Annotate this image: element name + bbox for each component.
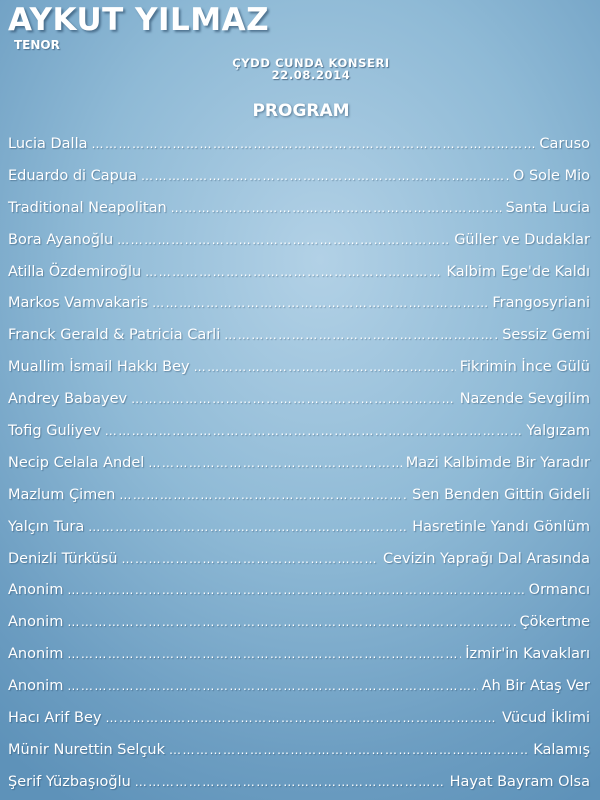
song-title: Mazi Kalbimde Bir Yaradır <box>405 454 590 471</box>
dot-leader <box>67 638 461 670</box>
song-title: Frangosyriani <box>492 295 590 312</box>
dot-leader <box>105 415 523 447</box>
composer-name: Bora Ayanoğlu <box>8 231 114 248</box>
program-item <box>8 160 590 192</box>
song-title: Vücud İklimi <box>502 710 590 727</box>
composer-name: Denizli Türküsü <box>8 550 118 567</box>
dot-leader <box>131 383 456 415</box>
program-item <box>8 351 590 383</box>
performer-role: TENOR <box>14 38 60 52</box>
song-title: Yalgızam <box>526 423 590 440</box>
dot-leader <box>194 351 456 383</box>
dot-leader <box>67 574 524 606</box>
song-title: Hayat Bayram Olsa <box>449 773 590 790</box>
composer-name: Şerif Yüzbaşıoğlu <box>8 773 131 790</box>
composer-name: Lucia Dalla <box>8 136 88 152</box>
composer-name: Muallim İsmail Hakkı Bey <box>8 359 190 376</box>
concert-title: ÇYDD CUNDA KONSERI <box>232 56 390 70</box>
program-item <box>8 606 590 638</box>
song-title: O Sole Mio <box>512 167 590 184</box>
program-item <box>8 670 590 702</box>
composer-name: Necip Celala Andel <box>8 454 145 471</box>
dot-leader <box>67 670 477 702</box>
song-title: Sen Benden Gittin Gideli <box>412 486 590 503</box>
composer-name: Markos Vamvakaris <box>8 295 149 312</box>
dot-leader <box>224 319 498 351</box>
song-title: Kalbim Ege'de Kaldı <box>446 263 590 280</box>
composer-name: Anonim <box>8 678 64 695</box>
program-item <box>8 128 590 160</box>
dot-leader <box>88 511 408 543</box>
dot-leader <box>122 543 379 575</box>
program-item <box>8 192 590 224</box>
dot-leader <box>169 734 529 766</box>
program-item <box>8 479 590 511</box>
dot-leader <box>135 766 446 798</box>
program-item <box>8 766 590 798</box>
dot-leader <box>117 224 450 256</box>
composer-name: Hacı Arif Bey <box>8 710 102 727</box>
song-title: İzmir'in Kavakları <box>465 646 590 663</box>
dot-leader <box>67 606 515 638</box>
composer-name: Yalçın Tura <box>8 518 85 535</box>
song-title: Ormancı <box>528 582 590 599</box>
program-item <box>8 319 590 351</box>
dot-leader <box>148 447 401 479</box>
composer-name: Franck Gerald & Patricia Carli <box>8 327 221 344</box>
dot-leader <box>141 160 509 192</box>
composer-name: Mazlum Çimen <box>8 486 116 503</box>
dot-leader <box>105 702 498 734</box>
program-item <box>8 734 590 766</box>
program-item <box>8 287 590 319</box>
composer-name: Tofig Guliyev <box>8 423 101 440</box>
performer-name: AYKUT YILMAZ <box>8 2 270 38</box>
song-title: Fikrimin İnce Gülü <box>459 359 590 376</box>
program-item <box>8 511 590 543</box>
composer-name: Münir Nurettin Selçuk <box>8 741 166 758</box>
song-title: Sessiz Gemi <box>502 327 590 344</box>
song-title: Çökertme <box>519 614 590 631</box>
dot-leader <box>92 128 536 160</box>
song-title: Ah Bir Ataş Ver <box>481 678 590 695</box>
program-item <box>8 415 590 447</box>
composer-name: Anonim <box>8 646 64 663</box>
program-item <box>8 543 590 575</box>
composer-name: Anonim <box>8 614 64 631</box>
dot-leader <box>171 192 502 224</box>
program-item <box>8 224 590 256</box>
song-title: Cevizin Yaprağı Dal Arasında <box>382 550 590 567</box>
program-heading: PROGRAM <box>252 101 350 121</box>
composer-name: Atilla Özdemiroğlu <box>8 263 142 280</box>
song-title: Nazende Sevgilim <box>459 391 590 408</box>
song-title: Caruso <box>539 136 590 152</box>
composer-name: Anonim <box>8 582 64 599</box>
program-item <box>8 574 590 606</box>
program-item <box>8 256 590 288</box>
song-title: Güller ve Dudaklar <box>454 231 590 248</box>
dot-leader <box>119 479 408 511</box>
dot-leader <box>152 287 488 319</box>
composer-name: Eduardo di Capua <box>8 167 137 184</box>
song-title: Santa Lucia <box>505 199 590 216</box>
dot-leader <box>145 256 442 288</box>
composer-name: Traditional Neapolitan <box>8 199 167 216</box>
program-item <box>8 447 590 479</box>
song-title: Hasretinle Yandı Gönlüm <box>412 518 590 535</box>
concert-date: 22.08.2014 <box>271 68 351 82</box>
song-title: Kalamış <box>533 741 590 758</box>
program-item <box>8 383 590 415</box>
program-item <box>8 702 590 734</box>
program-list <box>8 128 590 798</box>
program-item <box>8 638 590 670</box>
composer-name: Andrey Babayev <box>8 391 128 408</box>
